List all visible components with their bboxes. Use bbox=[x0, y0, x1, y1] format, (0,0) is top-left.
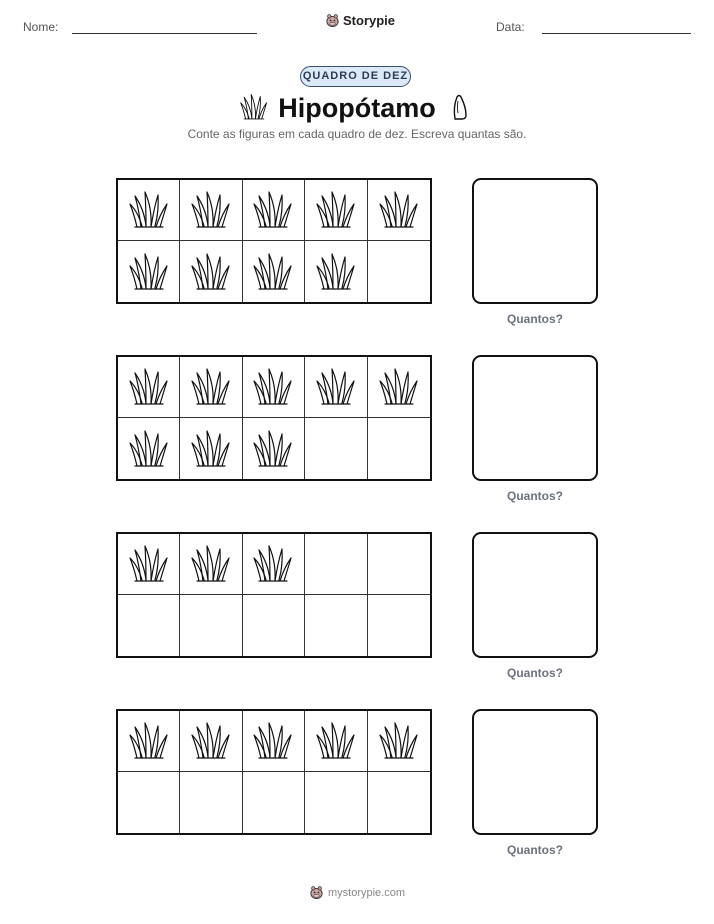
frame-cell bbox=[180, 711, 242, 772]
grass-icon bbox=[129, 367, 169, 407]
grass-icon bbox=[316, 252, 356, 292]
ten-frame-1 bbox=[116, 178, 432, 304]
frame-cell bbox=[118, 418, 180, 479]
frame-cell bbox=[368, 711, 430, 772]
brand-name: Storypie bbox=[343, 13, 396, 28]
grass-icon bbox=[129, 190, 169, 230]
frame-cell bbox=[118, 180, 180, 241]
frame-cell bbox=[118, 241, 180, 302]
date-line[interactable] bbox=[542, 33, 691, 34]
grass-icon bbox=[253, 721, 293, 761]
grass-icon bbox=[253, 544, 293, 584]
hippo-logo-icon bbox=[309, 885, 324, 900]
grass-icon bbox=[379, 367, 419, 407]
grass-icon bbox=[129, 252, 169, 292]
tooth-icon bbox=[451, 93, 469, 121]
grass-icon bbox=[316, 367, 356, 407]
frame-cell bbox=[368, 357, 430, 418]
frame-cell bbox=[243, 357, 305, 418]
ten-frame-3 bbox=[116, 532, 432, 658]
frame-cell bbox=[368, 180, 430, 241]
frame-cell bbox=[118, 357, 180, 418]
page-title: Hipopótamo bbox=[278, 93, 436, 123]
grass-icon bbox=[379, 721, 419, 761]
hippo-logo-icon bbox=[325, 13, 340, 28]
name-label: Nome: bbox=[23, 20, 59, 34]
frame-cell bbox=[368, 534, 430, 595]
brand-logo bbox=[325, 13, 395, 28]
frame-cell bbox=[243, 418, 305, 479]
frame-cell bbox=[243, 180, 305, 241]
footer-url: mystorypie.com bbox=[328, 886, 406, 899]
frame-cell bbox=[368, 595, 430, 656]
grass-icon bbox=[253, 190, 293, 230]
answer-box-4[interactable] bbox=[472, 709, 598, 835]
quantos-label-1: Quantos? bbox=[507, 312, 563, 326]
frame-cell bbox=[180, 534, 242, 595]
grass-icon bbox=[316, 721, 356, 761]
grass-icon bbox=[253, 367, 293, 407]
frame-cell bbox=[180, 180, 242, 241]
name-line[interactable] bbox=[72, 33, 257, 34]
frame-cell bbox=[368, 241, 430, 302]
frame-cell bbox=[305, 772, 367, 833]
quantos-label-2: Quantos? bbox=[507, 489, 563, 503]
frame-cell bbox=[118, 711, 180, 772]
grass-icon bbox=[191, 429, 231, 469]
frame-cell bbox=[243, 595, 305, 656]
frame-cell bbox=[305, 711, 367, 772]
grass-icon bbox=[129, 544, 169, 584]
frame-cell bbox=[305, 357, 367, 418]
frame-cell bbox=[305, 180, 367, 241]
frame-cell bbox=[305, 595, 367, 656]
frame-cell bbox=[180, 357, 242, 418]
footer bbox=[309, 885, 405, 900]
frame-cell bbox=[243, 241, 305, 302]
frame-cell bbox=[305, 418, 367, 479]
grass-icon bbox=[129, 429, 169, 469]
instructions: Conte as figuras em cada quadro de dez. Escreva quantas são. bbox=[187, 127, 527, 141]
grass-icon bbox=[191, 190, 231, 230]
frame-cell bbox=[243, 711, 305, 772]
frame-cell bbox=[368, 418, 430, 479]
grass-icon bbox=[191, 367, 231, 407]
grass-icon bbox=[316, 190, 356, 230]
quantos-label-3: Quantos? bbox=[507, 666, 563, 680]
worksheet-type-badge: QUADRO DE DEZ bbox=[300, 66, 411, 87]
frame-cell bbox=[180, 772, 242, 833]
ten-frame-2 bbox=[116, 355, 432, 481]
date-label: Data: bbox=[496, 20, 525, 34]
frame-cell bbox=[180, 595, 242, 656]
frame-cell bbox=[118, 772, 180, 833]
grass-icon bbox=[129, 721, 169, 761]
grass-icon bbox=[379, 190, 419, 230]
frame-cell bbox=[305, 534, 367, 595]
quantos-label-4: Quantos? bbox=[507, 843, 563, 857]
frame-cell bbox=[243, 772, 305, 833]
frame-cell bbox=[118, 534, 180, 595]
grass-icon bbox=[191, 252, 231, 292]
answer-box-2[interactable] bbox=[472, 355, 598, 481]
grass-icon bbox=[253, 429, 293, 469]
grass-icon bbox=[253, 252, 293, 292]
grass-icon bbox=[191, 721, 231, 761]
answer-box-1[interactable] bbox=[472, 178, 598, 304]
ten-frame-4 bbox=[116, 709, 432, 835]
answer-box-3[interactable] bbox=[472, 532, 598, 658]
frame-cell bbox=[180, 241, 242, 302]
frame-cell bbox=[118, 595, 180, 656]
grass-icon bbox=[191, 544, 231, 584]
frame-cell bbox=[180, 418, 242, 479]
frame-cell bbox=[243, 534, 305, 595]
frame-cell bbox=[368, 772, 430, 833]
frame-cell bbox=[305, 241, 367, 302]
